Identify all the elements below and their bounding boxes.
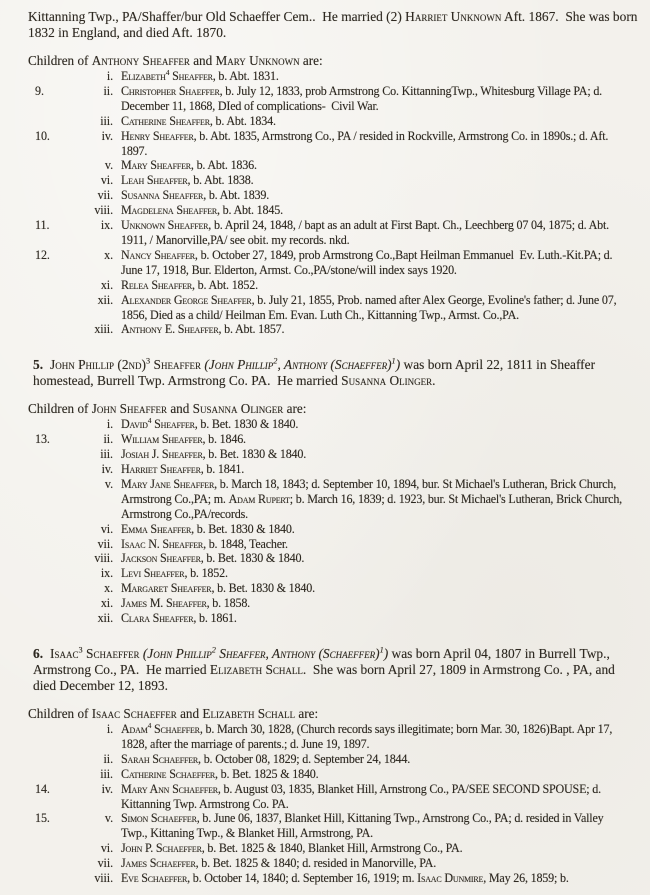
child-entry-text [113,566,640,581]
child-roman-numeral: viii. [94,551,113,566]
child-row [28,293,640,323]
person-name: 2 [211,645,216,655]
person-name: Catherine Schaeffer [121,766,216,781]
text-run: . [432,373,436,389]
text-run: , May 26, 1859; b. [483,871,569,886]
person-name: Mary Ann Schaeffer [121,781,218,796]
child-roman-numeral: iv. [101,781,113,796]
person-name: Schaeffer [151,722,200,736]
person-name: William Sheaffer [121,432,203,447]
child-roman-numeral: viii. [94,871,113,886]
section-number: 6. [33,646,44,661]
person-name: Josiah J. Sheaffer [121,447,203,462]
intro-paragraph [28,9,640,41]
person-name: Susanna Sheaffer [121,188,204,203]
child-entry-text [113,432,640,447]
person-name: 2 [273,356,278,366]
text-run: are: [283,401,307,417]
text-run: Children of [28,53,92,68]
child-entry-text [113,856,640,871]
child-roman-numeral: v. [104,158,113,173]
text-run: , b. Abt. 1845. [217,203,283,218]
text-run: , b. October 14, 1840; d. September 16, 1919; m. [187,871,418,886]
person-name: Sheaffer [150,357,201,373]
child-roman-numeral: ii. [103,751,113,766]
person-name: ) [395,357,401,373]
child-entry-text [113,722,640,752]
person-name: 4 [147,720,152,730]
children-list [28,722,640,886]
person-name: Jackson Sheaffer [121,551,201,566]
text-run: , b. July 21, 1855, Prob. named after Alex George, Evoline's father; d. June 07, 1856, Died as a child/ Heilman Em. Evan. Luth Ch., Kittanning Twp., Armst. Co.,PA. [121,292,620,322]
person-name: 4 [165,67,170,77]
child-row [28,278,640,293]
children-header [28,706,640,722]
text-run: , b. 1848, Teacher. [203,536,288,551]
person-name: John Sheaffer [91,401,168,417]
child-roman-numeral: xi. [100,277,113,292]
child-roman-numeral: i. [106,69,113,83]
person-name: (John Phillip [142,646,212,661]
child-row [28,218,640,248]
child-row [28,522,640,537]
child-row [28,69,640,84]
child-row [28,158,640,173]
child-row [28,581,640,596]
text-run: , b. Abt. 1831. [212,69,279,83]
child-entry-text [113,537,640,552]
text-run: , b. Bet. 1830 & 1840. [200,551,305,566]
person-name: Henry Sheaffer [121,128,194,143]
child-row [28,537,640,552]
person-name: Levi Sheaffer [121,566,185,581]
text-run: , b. Abt. 1839. [203,188,270,203]
person-name: Sarah Schaeffer [121,751,199,766]
person-name: Sheaffer [151,417,195,432]
text-run: , b. Bet. 1825 & 1840; d. resided in Manorville, PA. [195,856,437,871]
child-row [28,596,640,611]
child-entry-text [113,782,640,812]
child-entry-text [113,129,640,159]
children-header [28,53,640,69]
person-name: John Phillip (2nd) [50,357,147,373]
text-run: , b. July 12, 1833, prob Armstrong Co. KittanningTwp., Whitesburg Village PA; d. December 11, 1868, DIed of complications- Civil War. [121,83,605,113]
child-row [28,551,640,566]
child-row [28,811,640,841]
child-roman-numeral: x. [104,247,113,262]
text-run: , b. Abt. 1838. [187,173,254,188]
person-name: Mary Sheaffer [121,158,191,173]
child-row [28,188,640,203]
text-run: , b. April 24, 1848, / bapt as an adult at First Bapt. Ch., Leechberg 07 04, 1875; d. Abt. 1911, / Manorville,PA/ see obit. my records. nkd. [121,218,612,247]
child-roman-numeral: vii. [97,536,113,551]
text-run: , b. August 03, 1835, Blanket Hill, Arnstrong Co., PA/SEE SECOND SPOUSE; d. Kittanning Twp. Armstrong Co. PA. [121,781,604,811]
child-roman-numeral: xii. [97,611,113,626]
child-roman-numeral: ii. [103,83,113,98]
child-roman-numeral: x. [104,581,113,596]
text-run: , b. October 27, 1849, prob Armstrong Co.,Bapt Heilman Emmanuel Ev. Luth.-Kit.PA; d. June 17, 1918, Bur. Elderton, Armst. Co.,PA/stone/will index says 1920. [121,247,616,277]
person-name: 4 [147,416,152,426]
child-entry-text [113,752,640,767]
text-run: was born April 04, 1807 in Burrell Twp., Armstrong Co., PA. He married [33,646,613,677]
child-roman-numeral: viii. [94,203,113,218]
person-name: Magdelena Sheaffer [121,203,218,218]
person-name: Clara Sheaffer [121,611,194,626]
child-entry-text [113,293,640,323]
person-name: Isaac Schaeffer [91,706,177,721]
text-run: , b. 1861. [193,611,237,626]
child-roman-numeral: xi. [100,596,113,611]
child-ref-number: 11. [35,218,50,233]
child-row [28,782,640,812]
text-run: ; b. March 16, 1839; d. 1923, bur. St Michael's Lutheran, Brick Church, Armstrong Co.,PA/records. [121,491,625,521]
child-row [28,722,640,752]
child-roman-numeral: iii. [100,766,113,781]
child-roman-numeral: vi. [100,173,113,188]
child-row [28,611,640,626]
child-row [28,432,640,447]
person-name: Isaac [50,646,79,661]
person-name: Mary Unknown [215,53,300,68]
text-run: , b. 1841. [200,462,245,477]
text-run: , b. March 30, 1828, (Church records says illegitimate; born Mar. 30, 1826)Bapt. Apr 17, 1828, after the marriage of parents.; d. June 19, 1897. [121,722,615,751]
child-entry-text [113,248,640,278]
child-entry-text [113,477,640,522]
section-paragraph [28,357,640,389]
person-name: Mary Jane Sheaffer [121,476,215,491]
child-roman-numeral: i. [106,417,113,432]
child-row [28,447,640,462]
text-run: and [176,706,203,721]
child-entry-text [113,278,640,293]
child-row [28,322,640,337]
child-ref-number: 9. [35,83,44,98]
child-entry-text [113,841,640,856]
person-name: James M. Sheaffer [121,596,207,611]
child-roman-numeral: iv. [101,128,113,143]
person-name: Catherine Sheaffer [121,113,210,128]
child-roman-numeral: vii. [97,188,113,203]
person-name: Susanna Olinger [341,373,433,389]
text-run: , b. Abt. 1835, Armstrong Co., PA / resided in Rockville, Armstrong Co. in 1890s.; d. Aft. 1897. [121,128,612,158]
person-name: Simon Schaeffer [121,811,197,826]
child-entry-text [113,871,640,886]
child-entry-text [113,611,640,626]
child-roman-numeral: i. [106,722,113,736]
section-number: 5. [33,357,44,373]
children-header [28,401,640,417]
child-entry-text [113,188,640,203]
child-entry-text [113,203,640,218]
person-name: Adam Rupert [228,491,290,506]
person-name: Nancy Sheaffer [121,247,195,262]
child-roman-numeral: ix. [100,566,113,581]
child-roman-numeral: vii. [97,856,113,871]
person-name: Sheaffer [169,69,213,83]
child-row [28,173,640,188]
child-row [28,477,640,522]
text-run: are: [299,53,323,68]
text-run: , b. Bet. 1830 & 1840. [202,447,307,462]
text-run: , b. June 06, 1837, Blanket Hill, Kittaning Twp., Arnstrong Co., PA; d. resided in Valley Twp., Kittaning Twp., & Blanket Hill, Armstrong, PA. [121,811,607,841]
text-run: , b. 1846. [202,432,246,447]
child-entry-text [113,811,640,841]
person-name: Relea Sheaffer [121,277,193,292]
person-name: 1 [379,645,384,655]
child-row [28,114,640,129]
child-roman-numeral: iii. [100,447,113,462]
text-run: Children of [28,401,92,417]
person-name: Christopher Shaeffer [121,83,220,98]
person-name: Unknown Sheaffer [121,218,209,233]
child-ref-number: 15. [35,811,50,826]
child-row [28,417,640,432]
child-entry-text [113,462,640,477]
person-name: Eve Schaeffer [121,871,188,886]
text-run: and [189,53,216,68]
text-run: , b. October 08, 1829; d. September 24, 1844. [198,751,411,766]
text-run: . She was born April 27, 1809 in Armstrong Co. , PA, and died December 12, 1893. [33,662,619,693]
person-name: Harriet Unknown [405,9,502,24]
text-run: , b. Abt. 1834. [209,113,276,128]
person-name: Isaac Dunmire [417,871,484,886]
child-row [28,203,640,218]
child-roman-numeral: xiii. [94,322,113,337]
person-name: Leah Sheaffer [121,173,188,188]
child-ref-number: 10. [35,128,50,143]
child-roman-numeral: vi. [100,841,113,856]
child-roman-numeral: ii. [103,432,113,447]
child-entry-text [113,218,640,248]
child-row [28,462,640,477]
text-run: , b. Bet. 1825 & 1840, Blanket Hill, Armstrong Co., PA. [201,841,463,856]
person-name: Elizabeth Schall [209,662,303,677]
text-run: are: [295,706,319,721]
text-run: , b. Abt. 1836. [190,158,257,173]
text-run: , b. Bet. 1830 & 1840. [194,417,299,432]
section-paragraph [28,646,640,694]
children-list [28,417,640,626]
person-name: James Schaeffer [121,856,196,871]
person-name: , Anthony (Schaeffer) [277,357,392,373]
child-roman-numeral: ix. [100,218,113,233]
person-name: Adam [121,722,148,736]
person-name: Isaac N. Sheaffer [121,536,204,551]
text-run: was born April 22, 1811 in Sheaffer homestead, Burrell Twp. Armstrong Co. PA. He married [33,357,599,389]
person-name: David [121,417,148,432]
child-roman-numeral: iv. [101,462,113,477]
person-name: Anthony Sheaffer [91,53,190,68]
text-run: , b. Bet. 1830 & 1840. [191,521,295,536]
person-name: Susanna Olinger [192,401,284,417]
person-name: John P. Schaeffer [121,841,202,856]
child-row [28,566,640,581]
child-roman-numeral: xii. [97,292,113,307]
person-name: (John Phillip [204,357,274,373]
person-name: 3 [146,356,151,366]
text-run: and [167,401,193,417]
child-ref-number: 14. [35,781,50,796]
person-name: Harriet Sheaffer [121,462,201,477]
text-run: Kittanning Twp., PA/Shaffer/bur Old Schaeffer Cem.. He married (2) [28,9,406,24]
child-row [28,871,640,886]
text-run: , b. Abt. 1852. [192,277,258,292]
person-name: Emma Sheaffer [121,521,192,536]
text-run: , b. 1852. [184,566,228,581]
child-roman-numeral: v. [104,811,113,826]
text-run: , b. March 18, 1843; d. September 10, 1894, bur. St Michael's Lutheran, Brick Church, Armstrong Co.,PA; m. [121,476,619,506]
child-row [28,767,640,782]
text-run: Children of [28,706,92,721]
text-run: , b. Bet. 1825 & 1840. [215,766,319,781]
child-entry-text [113,596,640,611]
children-list [28,69,640,337]
child-entry-text [113,84,640,114]
child-entry-text [113,173,640,188]
text-run: Aft. 1867. She was born 1832 in England, and died Aft. 1870. [28,9,641,40]
child-row [28,752,640,767]
person-name: 3 [78,645,83,655]
person-name: Anthony E. Sheaffer [121,322,219,337]
person-name: ) [383,646,389,661]
child-entry-text [113,69,640,84]
child-row [28,248,640,278]
person-name: Elizabeth [121,69,166,83]
person-name: Alexander George Sheaffer [121,292,252,307]
child-row [28,129,640,159]
child-roman-numeral: iii. [100,113,113,128]
child-entry-text [113,551,640,566]
child-roman-numeral: v. [104,476,113,491]
text-run: , b. 1858. [206,596,251,611]
child-ref-number: 13. [35,432,50,447]
child-entry-text [113,522,640,537]
child-entry-text [113,322,640,337]
child-entry-text [113,114,640,129]
text-run: , b. Bet. 1830 & 1840. [211,581,315,596]
child-entry-text [113,767,640,782]
child-row [28,856,640,871]
child-entry-text [113,158,640,173]
child-entry-text [113,581,640,596]
child-row [28,84,640,114]
child-entry-text [113,417,640,432]
child-entry-text [113,447,640,462]
child-roman-numeral: vi. [100,521,113,536]
text-run: , b. Abt. 1857. [218,322,285,337]
child-row [28,841,640,856]
person-name: Elizabeth Schall [202,706,296,721]
person-name: 1 [391,356,396,366]
person-name: Sheaffer, Anthony (Schaeffer) [215,646,380,661]
person-name: Schaeffer [82,646,140,661]
document-body [28,9,640,886]
person-name: Margaret Sheaffer [121,581,212,596]
child-ref-number: 12. [35,247,50,262]
